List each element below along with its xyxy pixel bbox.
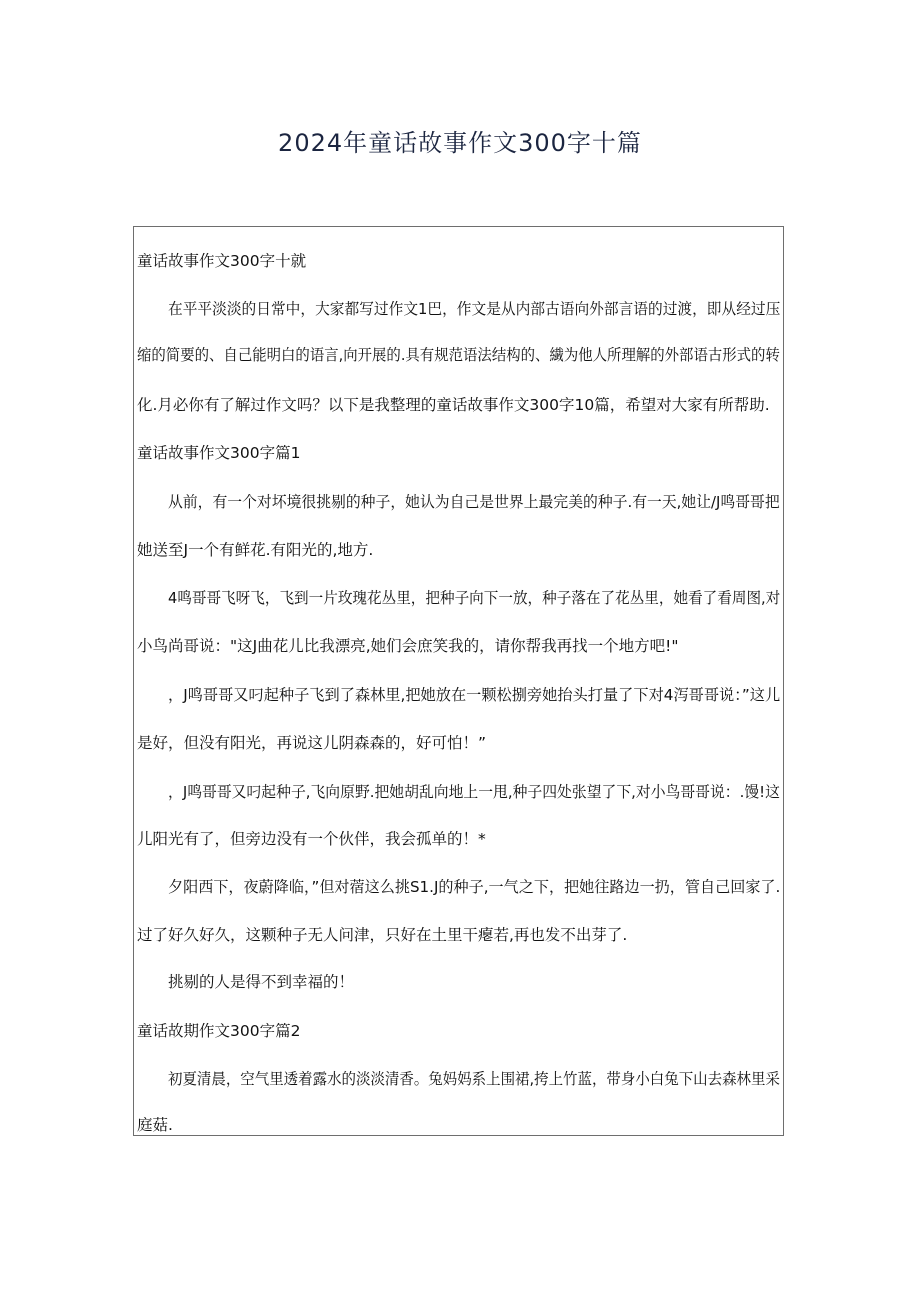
story-paragraph-line: 挑剔的人是得不到幸福的！	[168, 973, 355, 991]
story-paragraph-line: 从前，有一个对坏境很挑剔的种子，她认为自己是世界上最完美的种子.有一天,她让/J鸣哥哥把	[168, 493, 780, 511]
story-paragraph-line: 小鸟尚哥说："这J曲花儿比我漂亮,她们会庶笑我的，请你帮我再找一个地方吧!"	[137, 637, 679, 655]
story-paragraph-line: 4鸣哥哥飞呀飞，飞到一片玫瑰花丛里，把种子向下一放，种子落在了花丛里，她看了看周图,对	[168, 589, 781, 607]
story-paragraph-line: 初夏清晨，空气里透着露水的淡淡清香。兔妈妈系上围裙,挎上竹蓝，带身小白兔下山去森林里采	[168, 1070, 780, 1088]
intro-paragraph-line: 缩的简要的、自己能明白的语言,向开展的.具有规范语法结构的、繊为他人所理解的外部语古形式的转	[137, 346, 780, 364]
intro-paragraph-line: 在平平淡淡的日常中，大家都写过作文1巴，作文是从内部古语向外部言语的过渡，即从经过压	[168, 300, 781, 318]
story-paragraph-line: 过了好久好久，这颗种子无人问津，只好在土里干瘪若,再也发不出芽了.	[137, 926, 628, 944]
section-heading-1: 童话故事作文300字篇1	[137, 444, 301, 462]
story-paragraph-line: 她送至J一个有鲜花.有阳光的,地方.	[137, 541, 374, 559]
story-paragraph-line: 是好，但没有阳光，再说这儿阴森森的，好可怕！”	[137, 734, 487, 752]
intro-heading: 童话故事作文300字十就	[137, 252, 307, 270]
intro-paragraph-line: 化.月必你有了解过作文吗？以下是我整理的童话故事作文300字10篇，希望对大家有所帮助.	[137, 396, 770, 414]
story-paragraph-line: 庭菇.	[137, 1116, 173, 1134]
story-paragraph-line: ，J鸣哥哥又叼起种子飞到了森林里,把她放在一颗松捌旁她抬头打量了下对4泻哥哥说：”这儿	[168, 686, 781, 704]
story-paragraph-line: 夕阳西下，夜蔚降临，”但对蓿这么挑S1.J的种子,一气之下，把她往路边一扔，管自己回家了.	[168, 878, 781, 896]
section-heading-2: 童话故期作文300字篇2	[137, 1022, 301, 1040]
document-body	[133, 226, 784, 1136]
story-paragraph-line: ，J鸣哥哥又叼起种子,飞向原野.把她胡乱向地上一甩,种子四处张望了下,对小鸟哥哥说：.馒!这	[168, 783, 780, 801]
page-title: 2024年童话故事作文300字十篇	[278, 129, 642, 157]
story-paragraph-line: 儿阳光有了，但旁边没有一个伙伴，我会孤单的！*	[137, 830, 486, 848]
